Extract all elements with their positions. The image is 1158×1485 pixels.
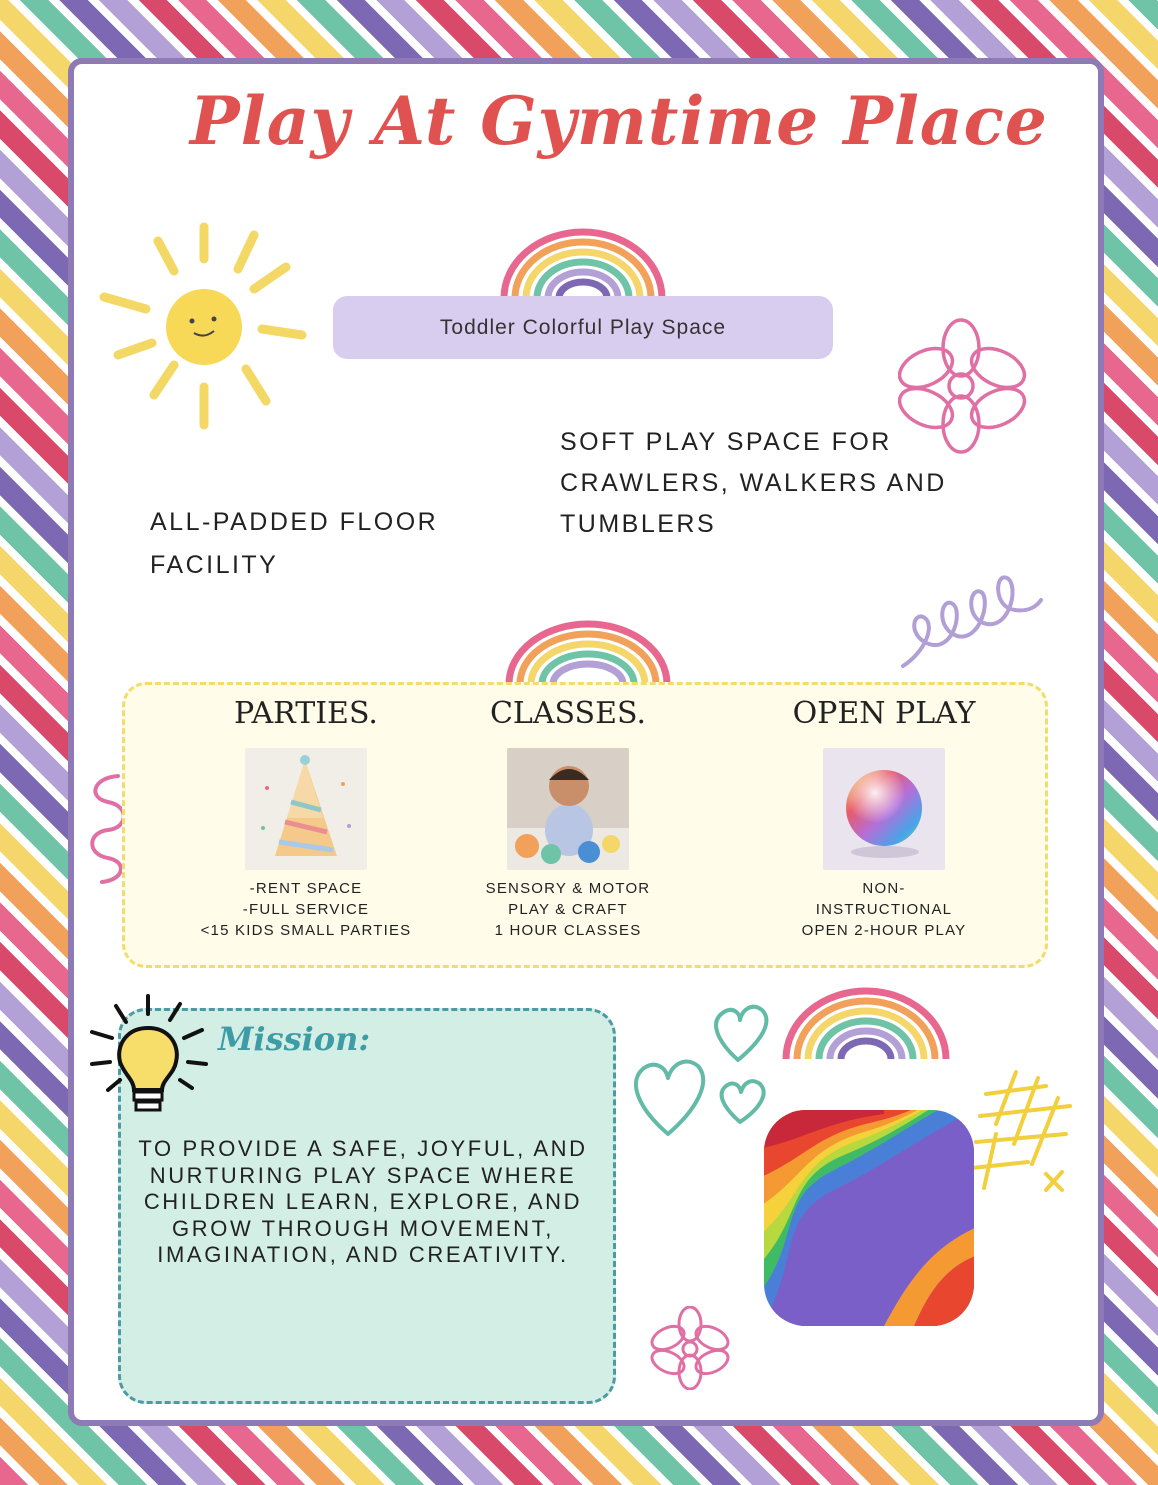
feature-padded-floor xyxy=(150,502,438,586)
service-title: PARTIES. xyxy=(234,696,378,731)
crosshatch-icon xyxy=(966,1064,1080,1196)
party-hat-image xyxy=(245,748,367,870)
rainbow-icon xyxy=(780,985,952,1059)
mission-line: GROW THROUGH MOVEMENT, xyxy=(172,1215,554,1241)
flower-icon xyxy=(650,1306,732,1390)
service-title: OPEN PLAY xyxy=(792,696,976,731)
service-classes xyxy=(448,692,688,941)
mission-line: CHILDREN LEARN, EXPLORE, AND xyxy=(143,1189,583,1214)
service-title: CLASSES. xyxy=(489,696,647,731)
squiggle-icon xyxy=(895,566,1045,672)
mission-line: TO PROVIDE A SAFE, JOYFUL, AND xyxy=(138,1136,588,1161)
service-detail: OPEN 2-HOUR PLAY xyxy=(801,922,967,939)
subtitle-pill: Toddler Colorful Play Space xyxy=(333,296,833,359)
rainbow-ball-image xyxy=(823,748,945,870)
service-detail: -RENT SPACE xyxy=(249,880,363,897)
page-title: Play At Gymtime Place xyxy=(190,82,1048,160)
feature-line: FACILITY xyxy=(150,551,279,579)
feature-line: SOFT PLAY SPACE FOR xyxy=(560,428,892,456)
feature-line: TUMBLERS xyxy=(560,510,717,538)
heart-icon xyxy=(628,982,778,1142)
feature-line: CRAWLERS, WALKERS AND xyxy=(560,469,947,497)
feature-soft-play xyxy=(560,422,947,545)
service-detail: -FULL SERVICE xyxy=(242,901,370,918)
toddler-with-toys-photo xyxy=(507,748,629,870)
sun-icon xyxy=(96,215,316,440)
service-parties xyxy=(186,692,426,941)
service-open-play xyxy=(764,692,1004,941)
service-detail: <15 KIDS SMALL PARTIES xyxy=(200,922,412,939)
lightbulb-icon xyxy=(86,992,216,1122)
mission-title: Mission: xyxy=(218,1020,371,1058)
rainbow-icon xyxy=(496,226,670,298)
rainbow-wave-graphic xyxy=(764,1110,974,1326)
service-detail: INSTRUCTIONAL xyxy=(815,901,953,918)
rainbow-icon xyxy=(503,620,673,684)
service-detail: NON- xyxy=(862,880,906,897)
mission-statement xyxy=(128,1136,598,1269)
mission-line: IMAGINATION, AND CREATIVITY. xyxy=(157,1242,569,1267)
service-detail: PLAY & CRAFT xyxy=(508,901,628,918)
service-detail: 1 HOUR CLASSES xyxy=(494,922,642,939)
service-detail: SENSORY & MOTOR xyxy=(485,880,651,897)
feature-line: ALL-PADDED FLOOR xyxy=(150,508,439,536)
mission-line: NURTURING PLAY SPACE WHERE xyxy=(149,1162,577,1188)
